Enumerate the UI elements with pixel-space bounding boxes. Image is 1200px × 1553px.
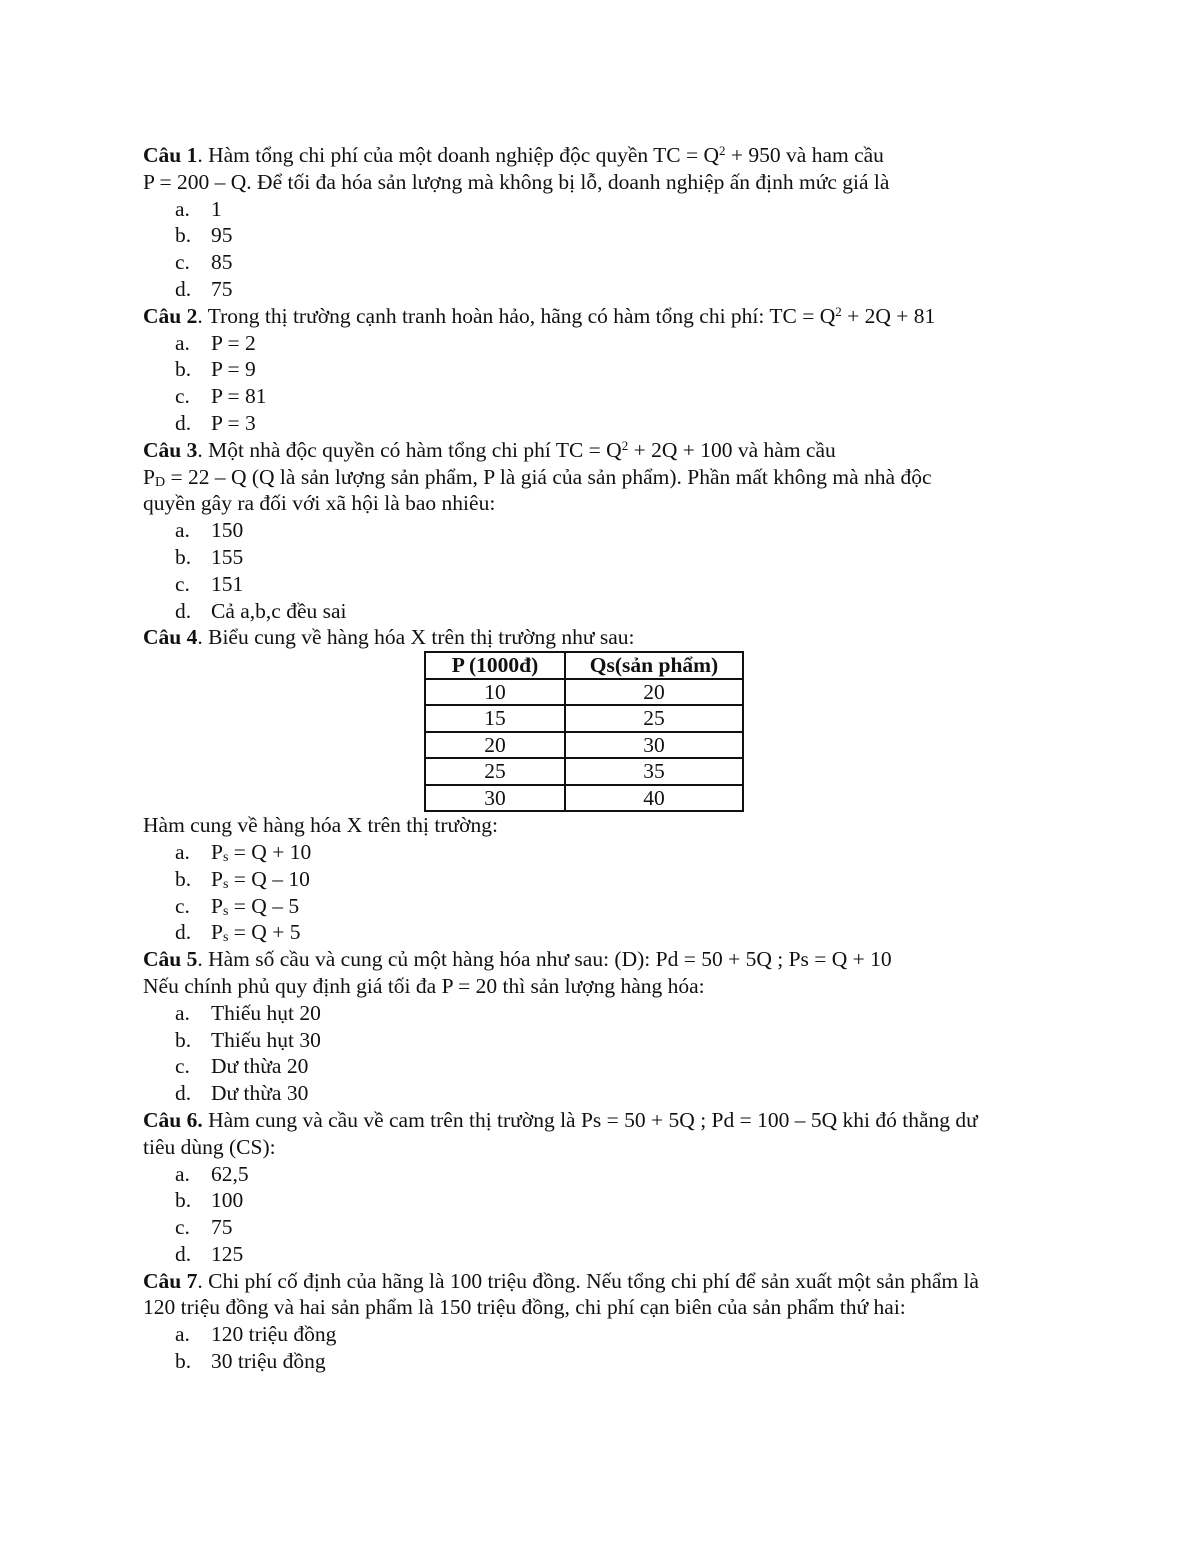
question-4-followup: Hàm cung về hàng hóa X trên thị trường: bbox=[143, 813, 498, 838]
supply-table bbox=[424, 651, 744, 812]
question-5-stem-line-2: Nếu chính phủ quy định giá tối đa P = 20 thì sản lượng hàng hóa: bbox=[143, 973, 705, 998]
table-header-price: P (1000đ) bbox=[425, 652, 565, 679]
table-row: 20 30 bbox=[425, 732, 743, 759]
question-2 bbox=[143, 303, 1073, 437]
question-1-label: Câu 1 bbox=[143, 143, 198, 167]
question-4 bbox=[143, 624, 1073, 946]
table-header-quantity: Qs(sản phẩm) bbox=[565, 652, 743, 679]
question-4-label: Câu 4 bbox=[143, 625, 198, 650]
table-row: 10 20 bbox=[425, 679, 743, 706]
option-d: d. 75 bbox=[175, 276, 233, 301]
question-3-stem-line-1: Câu 3. Một nhà độc quyền có hàm tổng chi phí TC = $Q^2 + 2Q + 100$ và hàm cầu bbox=[143, 437, 836, 462]
question-1 bbox=[143, 142, 1073, 303]
question-5-label: Câu 5 bbox=[143, 947, 198, 972]
question-7-stem-line-1: Câu 7. Chi phí cố định của hãng là 100 triệu đồng. Nếu tổng chi phí để sản xuất một sản phẩm là bbox=[143, 1268, 979, 1293]
option-a: a. 120 triệu đồng bbox=[175, 1322, 337, 1347]
question-7-stem-line-2: 120 triệu đồng và hai sản phẩm là 150 triệu đồng, chi phí cạn biên của sản phẩm thứ hai: bbox=[143, 1295, 906, 1320]
question-1-stem-line-1: Câu 1. Hàm tổng chi phí của một doanh nghiệp độc quyền TC = $Q^2 + 950$ và ham cầu bbox=[143, 143, 884, 167]
question-5-stem-line-1: Câu 5. Hàm số cầu và cung củ một hàng hóa như sau: (D): Pd = 50 + 5Q ; Ps = Q + 10 bbox=[143, 947, 892, 972]
option-b: b. Thiếu hụt 30 bbox=[175, 1027, 321, 1052]
question-3-label: Câu 3 bbox=[143, 437, 198, 462]
question-2-options bbox=[143, 330, 1073, 437]
option-c: c. P = 81 bbox=[175, 384, 267, 409]
option-c: c. 85 bbox=[175, 250, 233, 275]
option-c: c. 151 bbox=[175, 571, 244, 596]
option-a: a. 1 bbox=[175, 196, 222, 221]
option-d: d. P = 3 bbox=[175, 410, 256, 435]
question-7-options bbox=[143, 1321, 1073, 1375]
question-4-options bbox=[143, 839, 1073, 946]
question-6 bbox=[143, 1107, 1073, 1268]
option-a: a. P = 2 bbox=[175, 330, 256, 355]
question-2-label: Câu 2 bbox=[143, 303, 198, 328]
question-1-stem-line-2: P = 200 – Q. Để tối đa hóa sản lượng mà không bị lỗ, doanh nghiệp ấn định mức giá là bbox=[143, 169, 890, 194]
question-2-stem-line-1: Câu 2. Trong thị trường cạnh tranh hoàn hảo, hãng có hàm tổng chi phí: TC = $Q^2 + 2Q + 81$ bbox=[143, 303, 936, 328]
option-b: b. 95 bbox=[175, 223, 233, 248]
question-3-stem-line-2: $P_D = 22 - Q$ (Q là sản lượng sản phẩm, P là giá của sản phẩm). Phần mất không mà nhà độc bbox=[143, 464, 932, 490]
option-a: a. Thiếu hụt 20 bbox=[175, 1000, 321, 1025]
option-b: b. 30 triệu đồng bbox=[175, 1349, 326, 1374]
option-a: a. $P_s = Q + 10$ bbox=[175, 839, 312, 865]
option-a: a. 150 bbox=[175, 518, 244, 543]
question-3-options bbox=[143, 517, 1073, 624]
document-page bbox=[143, 142, 1073, 1375]
table-row: 30 40 bbox=[425, 785, 743, 812]
question-4-stem-line-1: Câu 4. Biểu cung về hàng hóa X trên thị trường như sau: bbox=[143, 625, 635, 650]
option-d: d. $P_s = Q + 5$ bbox=[175, 920, 301, 946]
option-d: d. Dư thừa 30 bbox=[175, 1081, 309, 1106]
option-c: c. 75 bbox=[175, 1215, 233, 1240]
option-b: b. 155 bbox=[175, 544, 244, 569]
question-5-options bbox=[143, 1000, 1073, 1107]
option-d: d. 125 bbox=[175, 1241, 244, 1266]
table-header-row bbox=[425, 652, 743, 679]
option-a: a. 62,5 bbox=[175, 1161, 249, 1186]
table-row: 25 35 bbox=[425, 758, 743, 785]
question-7-label: Câu 7 bbox=[143, 1268, 198, 1293]
question-5 bbox=[143, 946, 1073, 1107]
question-3-stem-line-3: quyền gây ra đối với xã hội là bao nhiêu: bbox=[143, 491, 496, 516]
question-6-label: Câu 6. bbox=[143, 1107, 203, 1132]
question-6-options bbox=[143, 1161, 1073, 1268]
table-row: 15 25 bbox=[425, 705, 743, 732]
question-6-stem-line-2: tiêu dùng (CS): bbox=[143, 1134, 276, 1159]
option-d: d. Cả a,b,c đều sai bbox=[175, 598, 347, 623]
option-b: b. 100 bbox=[175, 1188, 244, 1213]
question-7 bbox=[143, 1268, 1073, 1375]
question-6-stem-line-1: Câu 6. Hàm cung và cầu về cam trên thị trường là Ps = 50 + 5Q ; Pd = 100 – 5Q khi đó thằng dư bbox=[143, 1107, 978, 1132]
option-c: c. Dư thừa 20 bbox=[175, 1054, 309, 1079]
option-b: b. P = 9 bbox=[175, 357, 256, 382]
question-1-options bbox=[143, 196, 1073, 303]
question-3 bbox=[143, 437, 1073, 625]
option-b: b. $P_s = Q - 10$ bbox=[175, 866, 310, 892]
option-c: c. $P_s = Q - 5$ bbox=[175, 893, 300, 919]
